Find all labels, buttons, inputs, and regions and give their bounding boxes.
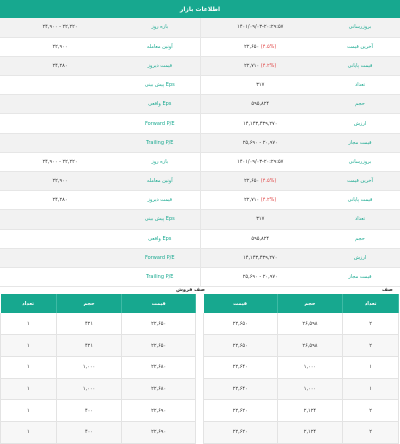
market-value-secondary-text: ۲۴,۹۰۰ - ۲۲,۲۲۰ [42,24,78,31]
market-value-cell [200,229,320,248]
market-value-secondary-text: ۲۴,۲۸۰ [52,62,68,69]
market-label: ارزش [320,114,400,133]
market-value-cell [200,95,320,114]
market-value-cell [200,37,320,56]
market-value-cell [200,267,320,286]
sell-volume-header: حجم [56,294,122,313]
buy-queue-title: صف خرید [382,287,394,299]
market-value-secondary [0,191,120,210]
buy-volume: ۱,۰۰۰ [277,356,343,378]
buy-volume: ۲,۱۲۴ [277,400,343,422]
buy-queue-row [204,378,399,400]
market-value-cell [200,191,320,210]
sell-queue-row [1,356,196,378]
market-value: ۳۱۷ [256,216,265,223]
market-value-secondary [0,172,120,191]
sell-volume: ۴۰۰ [56,400,122,422]
buy-count: ۲ [343,400,399,422]
market-row [0,114,400,133]
market-value: ۲۲,۶۵۰ [244,178,260,185]
buy-price: ۲۲,۶۲۰ [204,421,278,443]
buy-price: ۲۲,۶۵۰ [204,335,278,357]
sell-queue-title: صف فروش [176,287,205,293]
market-value-cell [200,56,320,75]
market-row [0,172,400,191]
market-value: ۱۴,۱۴۳,۴۳۹,۲۷۰ [243,254,278,261]
buy-count: ۲ [343,421,399,443]
sell-price: ۲۲,۶۵۰ [122,313,196,335]
buy-count: ۲ [343,335,399,357]
market-value: ۲۵,۶۹۰ - ۲۰,۹۷۰ [242,274,278,281]
sell-queue-row [1,313,196,335]
sell-volume: ۴۲۱ [56,313,122,335]
market-label-secondary: Forward P/E [120,114,200,133]
market-value-secondary [0,18,120,37]
sell-count: ۱ [1,400,57,422]
sell-queue-row [1,400,196,422]
market-label-secondary: قیمت دیروز [120,191,200,210]
market-value-cell [200,248,320,267]
market-value-cell [200,18,320,37]
market-row [0,248,400,267]
sell-price: ۲۲,۶۸۰ [122,378,196,400]
sell-price-header: قیمت [122,294,196,313]
market-value: ۲۲,۶۵۰ [244,43,260,50]
sell-volume: ۱,۰۰۰ [56,378,122,400]
sell-count: ۱ [1,335,57,357]
buy-queue-row [204,335,399,357]
market-value-cell [200,133,320,152]
market-value-secondary [0,37,120,56]
market-label-secondary: Eps پیش بینی [120,210,200,229]
market-value: ۵۹۵,۸۲۴ [251,235,270,242]
market-value: ۱۴,۱۴۳,۴۳۹,۲۷۰ [243,120,278,127]
market-value: ۲۲,۷۱۰ [244,62,260,69]
sell-count: ۱ [1,421,57,443]
market-label-secondary: آونین معامله [120,172,200,191]
market-value-cell [200,210,320,229]
sell-count: ۱ [1,356,57,378]
market-row [0,18,400,37]
buy-price: ۲۲,۶۴۰ [204,378,278,400]
buy-price: ۲۲,۶۴۰ [204,356,278,378]
market-value-cell [200,114,320,133]
market-row [0,229,400,248]
market-row [0,95,400,114]
market-value-secondary [0,267,120,286]
market-value-secondary [0,76,120,95]
market-row [0,210,400,229]
market-value: ۳۱۷ [256,82,265,89]
market-value: ۱۴۰۱/۰۹/۰۳-۲۰:۲۹:۵۷ [237,24,284,31]
market-label: قیمت مجاز [320,133,400,152]
sell-queue-table [0,294,196,444]
buy-queue-table [203,294,399,444]
market-label: آخرین قیمت [320,172,400,191]
buy-volume: ۲۶,۵۹۸ [277,335,343,357]
sell-queue-header-row [1,294,196,313]
sell-count-header: تعداد [1,294,57,313]
sell-volume: ۴۲۱ [56,335,122,357]
market-value: ۲۲,۷۱۰ [244,197,260,204]
market-label: تعداد [320,76,400,95]
buy-count: ۱ [343,378,399,400]
sell-queue-row [1,378,196,400]
buy-queue-row [204,421,399,443]
market-value-cell [200,172,320,191]
change-percent: (۴.۲%) [260,197,277,204]
market-row [0,76,400,95]
buy-count-header: تعداد [343,294,399,313]
market-label: ارزش [320,248,400,267]
market-info-header [0,0,400,18]
change-percent: (۴.۵%) [260,43,277,50]
market-label-secondary: بازه روز [120,152,200,171]
market-value: ۵۹۵,۸۲۴ [251,101,270,108]
market-label: آخرین قیمت [320,37,400,56]
market-label-secondary: Eps پیش بینی [120,76,200,95]
page-title: اطلاعات بازار [179,5,221,13]
buy-count: ۲ [343,313,399,335]
sell-price: ۲۲,۶۸۰ [122,356,196,378]
market-label-secondary: Trailing P/E [120,133,200,152]
market-value: ۲۵,۶۹۰ - ۲۰,۹۷۰ [242,139,278,146]
market-label-secondary: قیمت دیروز [120,56,200,75]
market-value-secondary-text: ۲۴,۲۸۰ [52,197,68,204]
market-value-secondary-text: ۲۲,۹۰۰ [52,43,68,50]
buy-price: ۲۲,۶۲۰ [204,400,278,422]
market-info-table [0,18,400,287]
market-row [0,152,400,171]
market-label: بروزرسانی [320,152,400,171]
market-value-secondary [0,248,120,267]
market-label: تعداد [320,210,400,229]
market-value-secondary-text: ۲۴,۹۰۰ - ۲۲,۲۲۰ [42,158,78,165]
market-value-secondary [0,56,120,75]
market-label: قیمت مجاز [320,267,400,286]
sell-queue-row [1,421,196,443]
market-value-secondary [0,95,120,114]
market-label-secondary: Eps واقعی [120,95,200,114]
buy-queue-row [204,356,399,378]
sell-volume: ۱,۰۰۰ [56,356,122,378]
market-label: حجم [320,229,400,248]
buy-price-header: قیمت [204,294,278,313]
sell-price: ۲۲,۶۹۰ [122,421,196,443]
market-value: ۱۴۰۱/۰۹/۰۳-۲۰:۲۹:۵۷ [237,158,284,165]
sell-volume: ۴۰۰ [56,421,122,443]
market-label: قیمت پایانی [320,56,400,75]
market-label: بروزرسانی [320,18,400,37]
buy-price: ۲۲,۶۵۰ [204,313,278,335]
market-row [0,37,400,56]
buy-volume: ۲,۱۲۴ [277,421,343,443]
market-label-secondary: آونین معامله [120,37,200,56]
market-value-cell [200,76,320,95]
market-row [0,191,400,210]
buy-volume-header: حجم [277,294,343,313]
market-value-cell [200,152,320,171]
market-value-secondary-text: ۲۲,۹۰۰ [52,178,68,185]
market-label-secondary: Forward P/E [120,248,200,267]
market-row [0,56,400,75]
buy-queue-row [204,313,399,335]
market-label: حجم [320,95,400,114]
market-value-secondary [0,114,120,133]
buy-count: ۱ [343,356,399,378]
market-value-secondary [0,133,120,152]
change-percent: (۴.۵%) [260,178,277,185]
market-row [0,267,400,286]
market-label-secondary: بازه روز [120,18,200,37]
market-value-secondary [0,229,120,248]
buy-volume: ۱,۰۰۰ [277,378,343,400]
market-label-secondary: Trailing P/E [120,267,200,286]
buy-queue-header-row [204,294,399,313]
sell-queue-row [1,335,196,357]
sell-count: ۱ [1,313,57,335]
market-label: قیمت پایانی [320,191,400,210]
sell-count: ۱ [1,378,57,400]
sell-price: ۲۲,۶۵۰ [122,335,196,357]
sell-price: ۲۲,۶۹۰ [122,400,196,422]
buy-volume: ۲۶,۵۹۸ [277,313,343,335]
market-value-secondary [0,152,120,171]
market-label-secondary: Eps واقعی [120,229,200,248]
change-percent: (۴.۲%) [260,62,277,69]
market-value-secondary [0,210,120,229]
market-row [0,133,400,152]
buy-queue-row [204,400,399,422]
